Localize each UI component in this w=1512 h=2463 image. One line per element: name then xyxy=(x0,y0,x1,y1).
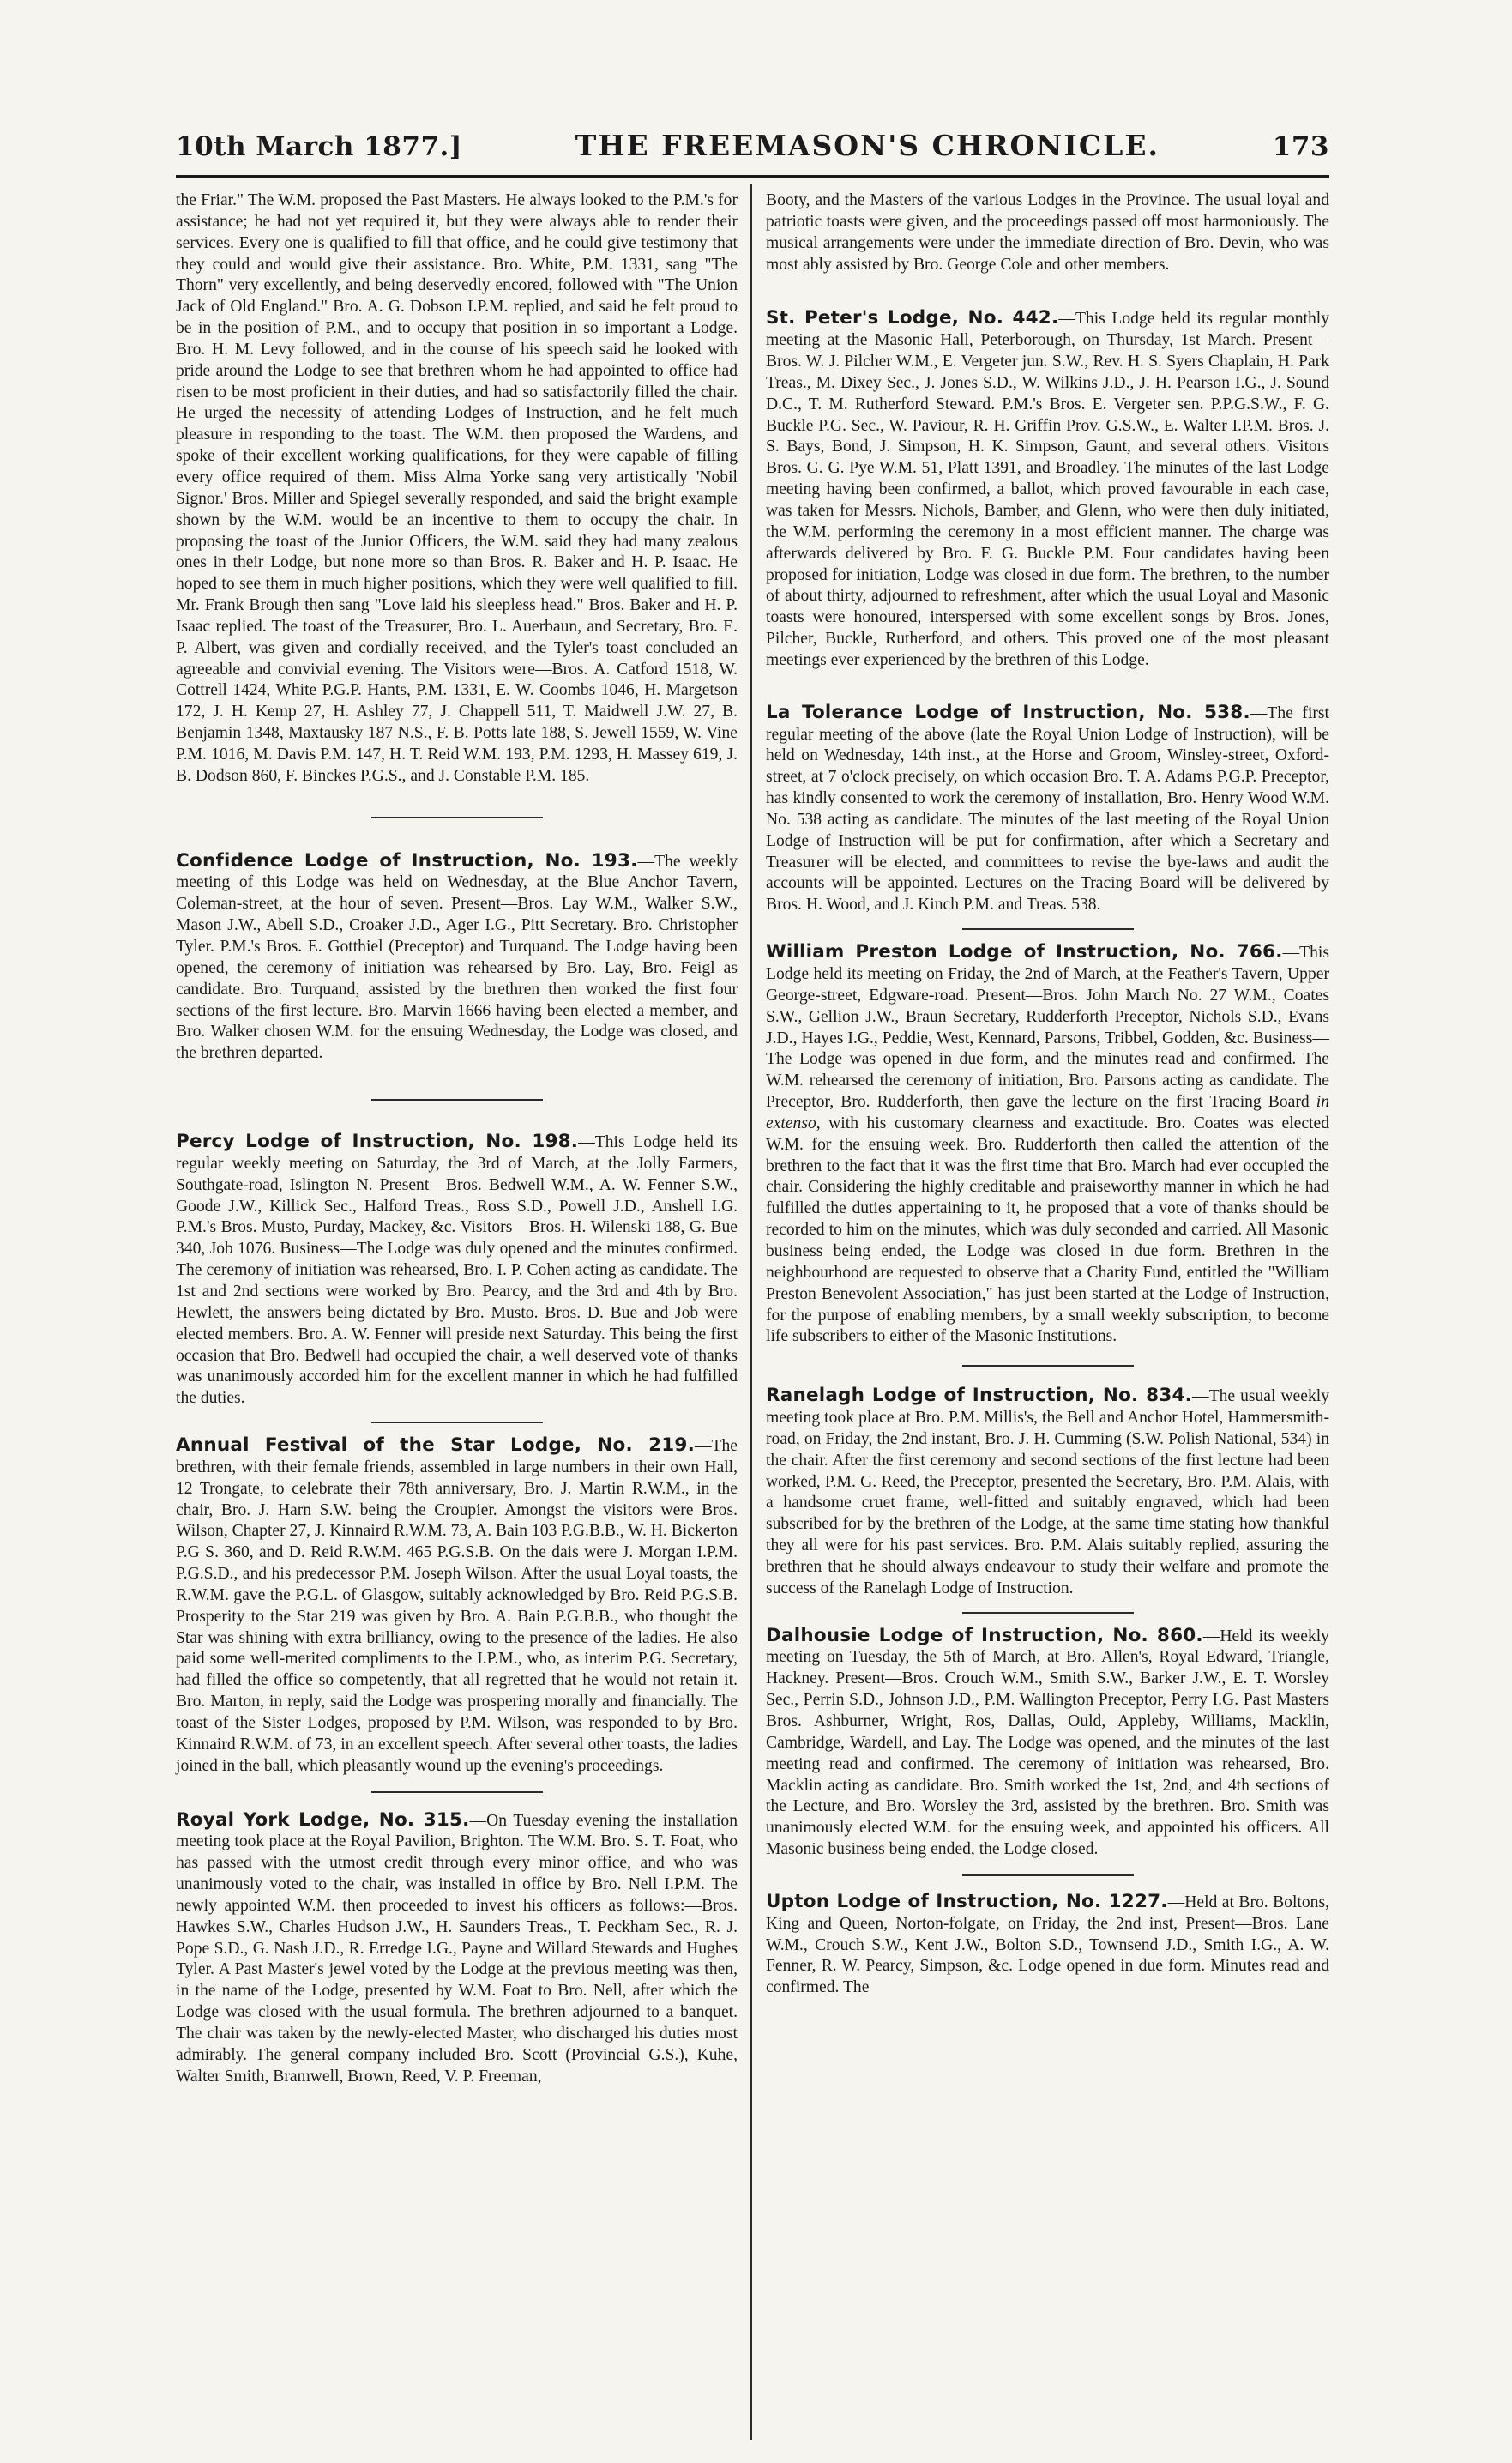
publication-title: THE FREEMASON'S CHRONICLE. xyxy=(575,129,1160,162)
article-body: —The weekly meeting of this Lodge was held on Wednesday, at the Blue Anchor Tavern, Coleman-street, at the hour of seven. Present—Bros. Lay W.M., Walker S.W., Mason J.W., Abell S.D., Croaker J.D., Ager I.G., Pitt Secretary. Bro. Christopher Tyler. P.M.'s Bros. E. Gotthiel (Preceptor) and Turquand. The Lodge having been opened, the ceremony of initiation was rehearsed by Bro. Lay, Bro. Feigl as candidate. Bro. Turquand, assisted by the brethren then worked the first four sections of the first lecture. Bro. Marvin 1666 having been elected a member, and Bro. Walker chosen W.M. for the ensuing Wednesday, the Lodge was closed, and the brethren departed. xyxy=(176,852,738,1063)
article-confidence-lodge xyxy=(176,851,738,1065)
article-ranelagh-lodge xyxy=(766,1385,1329,1599)
article-title: St. Peter's Lodge, No. 442. xyxy=(766,307,1059,329)
article-italic: in extenso xyxy=(766,1093,1329,1132)
header-rule xyxy=(176,175,1329,178)
continued-article: the Friar." The W.M. proposed the Past Masters. He always looked to the P.M.'s for assistance; he had not yet required it, but they were always able to render their services. Every one is qualified to fill that office, and he could give testimony that they could and would give their assistance. Bro. White, P.M. 1331, sang "The Thorn" very excellently, and being deservedly encored, followed with "The Union Jack of Old England." Bro. A. G. Dobson I.P.M. replied, and said he felt proud to be in the position of P.M., and to occupy that position in so important a Lodge. Bro. H. M. Levy followed, and in the course of his speech said he looked with pride around the Lodge to see that brethren whom he had appointed to office had risen to be most proficient in their duties, and had so satisfactorily filled the chair. He urged the necessity of attending Lodges of Instruction, and he felt much pleasure in responding to the toast. The W.M. then proposed the Wardens, and spoke of their excellent working qualifications, for they were capable of filling every office required of them. Miss Alma Yorke sang very artistically 'Nobil Signor.' Bros. Miller and Spiegel severally responded, and said the bright example shown by the W.M. would be an incentive to them to occupy the chair. In proposing the toast of the Junior Officers, the W.M. said they had many zealous ones in their Lodge, but none more so than Bros. R. Baker and H. P. Isaac. He hoped to see them in much higher positions, which they were well qualified to fill. Mr. Frank Brough then sang "Love laid his sleepless head." Bros. Baker and H. P. Isaac replied. The toast of the Treasurer, Bro. L. Auerbaun, and Secretary, Bro. E. P. Albert, was given and cordially received, and the Tyler's toast concluded an agreeable and convivial evening. The Visitors were—Bros. A. Catford 1518, W. Cottrell 1424, White P.G.P. Hants, P.M. 1331, E. W. Coombs 1046, H. Margetson 172, J. H. Kemp 27, H. Ashley 77, J. Chappell 511, T. Maidwell J.W. 27, B. Benjamin 1348, Maxtausky 187 N.S., F. B. Potts late 188, S. Jewell 1559, W. Vine P.M. 1016, M. Davis P.M. 147, H. T. Reid W.M. 193, P.M. 1293, H. Massey 619, J. B. Dodson 860, F. Binckes P.G.S., and J. Constable P.M. 185. xyxy=(176,191,738,785)
right-column xyxy=(766,190,1329,2438)
article-star-lodge xyxy=(176,1435,738,1778)
article-body: —The brethren, with their female friends, assembled in large numbers in their own Hall, 12 Trongate, to celebrate their 78th anniversary, Bro. J. Martin R.W.M., in the chair, Bro. J. Harn S.W. being the Croupier. Amongst the visitors were Bros. Wilson, Chapter 27, J. Kinnaird R.W.M. 73, A. Bain 103 P.G.B.B., W. H. Bickerton P.G S. 360, and D. Reid R.W.M. 465 P.G.S.B. On the dais were J. Morgan I.P.M. P.G.S.D., and his predecessor P.M. Joseph Wilson. After the usual Loyal toasts, the R.W.M. gave the P.G.L. of Glasgow, suitably acknowledged by Bro. Reid P.G.S.B. Prosperity to the Star 219 was given by Bro. A. Bain P.G.B.B., who thought the Star was shining with extra brilliancy, owing to the presence of the ladies. He also paid some well-merited compliments to the I.P.M., who, as interim P.G. Secretary, had filled the office so competently, that all regretted that he would not retain it. Bro. Marton, in reply, said the Lodge was prospering morally and financially. The toast of the Sister Lodges, proposed by P.M. Wilson, was responded to by Bro. Kinnaird R.W.M. of 73, in an excellent speech. After several other toasts, the ladies joined in the ball, which pleasantly wound up the evening's proceedings. xyxy=(176,1437,738,1775)
article-body: —Held its weekly meeting on Tuesday, the 5th of March, at Bro. Allen's, Royal Edward, Triangle, Hackney. Present—Bros. Crouch W.M., Smith S.W., Barker J.W., E. T. Worsley Sec., Perrin S.D., Johnson J.D., P.M. Wallington Preceptor, Perry I.G. Past Masters Bros. Ashburner, Wright, Ros, Dallas, Ould, Appleby, Williams, Macklin, Cambridge, Wardell, and Lay. The Lodge was opened, and the minutes of the last meeting read and confirmed. The ceremony of initiation was rehearsed, Bro. Macklin acting as candidate. Bro. Smith worked the 1st, 2nd, and 4th sections of the Lecture, and Bro. Worsley the 3rd, assisted by the brethren. Bro. Smith was unanimously elected W.M. for the ensuing week, and appointed his officers. All Masonic business being ended, the Lodge closed. xyxy=(766,1627,1329,1859)
column-rule xyxy=(750,184,752,2440)
article-body: —This Lodge held its meeting on Friday, the 2nd of March, at the Feather's Tavern, Upper George-street, Edgware-road. Present—Bros. John March No. 27 W.M., Coates S.W., Gellion J.W., Braun Secretary, Rudderforth Preceptor, Nichols S.D., Evans J.D., Hayes I.G., Peddie, West, Kennard, Parsons, Tribbel, Godden, &c. Business—The Lodge was opened in due form, and the minutes read and confirmed. The W.M. rehearsed the ceremony of initiation, Bro. Parsons acting as candidate. The Preceptor, Bro. Rudderforth, then gave the lecture on the first Tracing Board xyxy=(766,944,1329,1112)
article-body: —Held at Bro. Boltons, King and Queen, Norton-folgate, on Friday, the 2nd inst, Present—Bros. Lane W.M., Crouch S.W., Kent J.W., Bolton S.D., Townsend J.D., Smith I.G., A. W. Fenner, R. W. Pearcy, Simpson, &c. Lodge opened in due form. Minutes read and confirmed. The xyxy=(766,1893,1329,1997)
article-la-tolerance-lodge xyxy=(766,703,1329,916)
article-title: Ranelagh Lodge of Instruction, No. 834. xyxy=(766,1385,1193,1407)
article-dalhousie-lodge xyxy=(766,1626,1329,1861)
article-body: —This Lodge held its regular weekly meeting on Saturday, the 3rd of March, at the Jolly Farmers, Southgate-road, Islington N. Present—Bros. Bedwell W.M., A. W. Fenner S.W., Goode J.W., Killick Sec., Halford Treas., Ross S.D., Powell J.D., Anshell I.G. P.M.'s Bros. Musto, Purday, Mackey, &c. Visitors—Bros. H. Wilenski 188, G. Bue 340, Job 1076. Business—The Lodge was duly opened and the minutes confirmed. The ceremony of initiation was rehearsed, Bro. I. P. Cohen acting as candidate. The 1st and 2nd sections were worked by Bro. Pearcy, and the 3rd and 4th by Bro. Hewlett, the answers being dictated by Bro. Musto. Bros. D. Bue and Job were elected members. Bro. A. W. Fenner will preside next Saturday. This being the first occasion that Bro. Bedwell had occupied the chair, a well deserved vote of thanks was unanimously accorded him for the excellent manner in which he had fulfilled the duties. xyxy=(176,1133,738,1408)
article-royal-york-lodge xyxy=(176,1810,738,2088)
article-title: Royal York Lodge, No. 315. xyxy=(176,1808,470,1831)
page-number: 173 xyxy=(1272,131,1329,162)
continued-article: Booty, and the Masters of the various Lodges in the Province. The usual loyal and patriotic toasts were given, and the proceedings passed off most harmoniously. The musical arrangements were under the immediate direction of Bro. Devin, who was most ably assisted by Bro. George Cole and other members. xyxy=(766,191,1329,274)
article-st-peters-lodge xyxy=(766,308,1329,671)
article-body: —On Tuesday evening the installation meeting took place at the Royal Pavilion, Brighton. The W.M. Bro. S. T. Foat, who has passed with the utmost credit through every minor office, and who was unanimously voted to the chair, was installed in office by Bro. Nell I.P.M. The newly appointed W.M. then proceeded to invest his officers as follows:—Bros. Hawkes S.W., Charles Hudson J.W., H. Saunders Treas., T. Peckham Sec., R. J. Pope S.D., G. Nash J.D., R. Erredge I.G., Payne and Willard Stewards and Hughes Tyler. A Past Master's jewel voted by the Lodge at the previous meeting was then, in the name of the Lodge, presented by W.M. Foat to Bro. Nell, after which the Lodge was closed with the usual formula. The brethren adjourned to a banquet. The chair was taken by the newly-elected Master, who discharged his duties most admirably. The general company included Bro. Scott (Provincial G.S.), Kuhe, Walter Smith, Bramwell, Brown, Reed, V. P. Freeman, xyxy=(176,1811,738,2086)
article-title: Annual Festival of the Star Lodge, No. 219. xyxy=(176,1434,695,1457)
article-title: Percy Lodge of Instruction, No. 198. xyxy=(176,1131,579,1153)
article-body: —The first regular meeting of the above (late the Royal Union Lodge of Instruction), will be held on Wednesday, 14th inst., at the Horse and Groom, Winsley-street, Oxford-street, at 7 o'clock precisely, on which occasion Bro. T. A. Adams P.G.P. Preceptor, has kindly consented to work the ceremony of installation, Bro. Henry Wood W.M. No. 538 acting as candidate. The minutes of the last meeting of the Royal Union Lodge of Instruction will be put for confirmation, after which a Secretary and Treasurer will be elected, and committees to revise the bye-laws and audit the accounts will be appointed. Lectures on the Tracing Board will be delivered by Bros. H. Wood, and J. Kinch P.M. and Treas. 538. xyxy=(766,703,1329,915)
article-title: William Preston Lodge of Instruction, No. 766. xyxy=(766,941,1283,963)
article-body: —This Lodge held its regular monthly meeting at the Masonic Hall, Peterborough, on Thursday, 1st March. Present—Bros. W. J. Pilcher W.M., E. Vergeter jun. S.W., Rev. H. S. Syers Chaplain, H. Park Treas., M. Dixey Sec., J. Jones S.D., W. Wilkins J.D., J. H. Pearson I.G., J. Sound D.C., T. M. Rutherford Steward. P.M.'s Bros. E. Vergeter sen. P.P.G.S.W., F. G. Buckle P.G. Sec., W. Paviour, R. H. Griffin Prov. G.S.W., E. Walter I.P.M. Bros. J. S. Bays, Bond, J. Simpson, H. K. Simpson, Gaunt, and several others. Visitors Bros. G. G. Pye W.M. 51, Platt 1391, and Broadley. The minutes of the last Lodge meeting having been confirmed, a ballot, which proved favourable in each case, was taken for Messrs. Nichols, Bamber, and Glenn, who were then duly initiated, the W.M. performing the ceremony in a most efficient manner. The charge was afterwards delivered by Bro. F. G. Buckle P.M. Four candidates having been proposed for initiation, Lodge was closed in due form. The brethren, to the number of about thirty, adjourned to refreshment, after which the usual Loyal and Masonic toasts were honoured, interspersed with some excellent songs by Bros. Jones, Pilcher, Buckle, Rutherford, and others. This proved one of the most pleasant meetings ever experienced by the brethren of this Lodge. xyxy=(766,310,1329,669)
article-title: Upton Lodge of Instruction, No. 1227. xyxy=(766,1890,1168,1912)
issue-date: 10th March 1877.] xyxy=(176,131,462,162)
article-body-cont: , with his customary clearness and exactitude. Bro. Coates was elected W.M. for the ensuing week. Bro. Rudderforth then called the attention of the brethren to the fact that it was the first time that Bro. March had ever occupied the chair. Considering the highly creditable and praiseworthy manner in which he had fulfilled the duties appertaining to it, he proposed that a vote of thanks should be recorded to him on the minutes, which was duly seconded and carried. All Masonic business being ended, the Lodge was closed in due form. Brethren in the neighbourhood are requested to observe that a Charity Fund, entitled the "William Preston Benevolent Association," has just been started at the Lodge of Instruction, for the purpose of enabling members, by a small weekly subscription, to become life subscribers to either of the Masonic Institutions. xyxy=(766,1114,1329,1346)
page-header xyxy=(176,129,1329,166)
article-body: —The usual weekly meeting took place at Bro. P.M. Millis's, the Bell and Anchor Hotel, Hammersmith-road, on Friday, the 2nd instant, Bro. J. H. Cumming (S.W. Polish National, 534) in the chair. After the first ceremony and second sections of the first lecture had been worked, P.M. G. Reed, the Preceptor, presented the Secretary, Bro. P.M. Alais, with a handsome cruet frame, well-fitted and suitably engraved, which had been subscribed for by the brethren of the Lodge, at the same time stating how thankful they all were for his past services. Bro. P.M. Alais suitably replied, assuring the brethren that he should always endeavour to study their welfare and promote the success of the Ranelagh Lodge of Instruction. xyxy=(766,1387,1329,1597)
article-title: La Tolerance Lodge of Instruction, No. 538. xyxy=(766,701,1250,723)
article-upton-lodge xyxy=(766,1892,1329,1999)
article-percy-lodge xyxy=(176,1132,738,1410)
article-title: Dalhousie Lodge of Instruction, No. 860. xyxy=(766,1624,1203,1646)
article-title: Confidence Lodge of Instruction, No. 193. xyxy=(176,849,638,872)
article-william-preston-lodge xyxy=(766,942,1329,1348)
left-column xyxy=(176,190,738,2438)
